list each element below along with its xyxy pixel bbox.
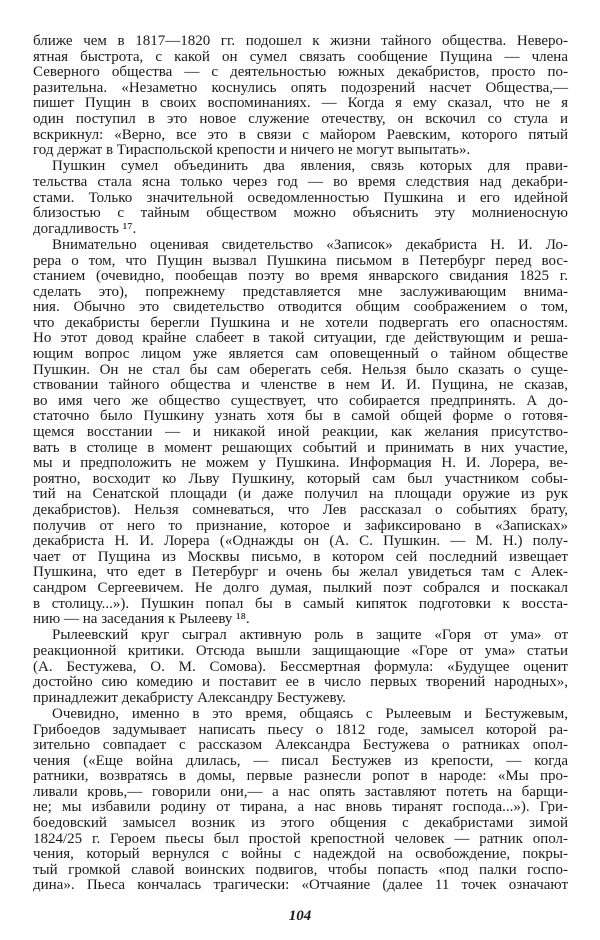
text-line: ливали кровь,— говорили они,— а нас опять заставляют потеть на барщи-	[33, 783, 568, 800]
text-line: чает от Пущина из Москвы письмо, в котором сей последний извещает	[33, 548, 568, 565]
text-line: пишет Пущин в своих воспоминаниях. — Когда я ему сказал, что не я	[33, 95, 568, 112]
text-line: вскрикнул: «Верно, все это в связи с майором Раевским, которого пятый	[33, 126, 568, 143]
text-line: роятно, восходит ко Льву Пушкину, который сам был участником собы-	[33, 470, 568, 487]
text-line: Внимательно оценивая свидетельство «Записок» декабриста Н. И. Ло-	[52, 236, 568, 253]
text-line: 1824/25 г. Героем пьесы был простой крепостной человек — ратник опол-	[33, 830, 568, 847]
text-line: ющим вопрос лицом уже является сам оповещенный о тайном обществе	[33, 346, 568, 363]
text-line: не; мы избавили родину от тирана, а нас вновь тиранят господа...»). Гри-	[33, 799, 568, 816]
text-line: близостью с тайным обществом можно объяснить эту молниеносную	[33, 205, 568, 222]
text-line: год держат в Тираспольской крепости и ничего не могут выпытать».	[33, 142, 471, 159]
text-line: во имя чего же общество существует, что собирается предпринять. А до-	[33, 392, 568, 409]
text-line: вать в столице в момент решающих событий и принимать в них участие,	[33, 439, 568, 456]
text-line: Рылеевский круг сыграл активную роль в защите «Горя от ума» от	[52, 627, 568, 644]
text-line: Грибоедов задумывает написать пьесу о 1812 годе, замысел которой ра-	[33, 721, 568, 738]
text-line: принадлежит декабристу Александру Бестужеву.	[33, 689, 346, 706]
text-line: получив от него то признание, которое и зафиксировано в «Записках»	[33, 517, 568, 534]
text-line: боедовский замысел возник из этого общения с декабристами зимой	[33, 815, 568, 832]
text-line: декабристов). Нельзя сомневаться, что Лев рассказал о событиях брату,	[33, 502, 568, 518]
text-line: статочно было Пушкину узнать хотя бы в самой общей форме о готовя-	[33, 408, 568, 425]
text-line: чения, который вернулся с войны с надеждой на освобождение, покры-	[33, 846, 568, 863]
text-line: Очевидно, именно в это время, общаясь с Рылеевым и Бестужевым,	[52, 705, 568, 722]
text-line: ятная быстрота, с какой он сумел связать сообщение Пущина — члена	[33, 48, 568, 65]
text-line: в столицу...»). Пушкин попал бы в самый кипяток подготовки к восста-	[33, 595, 568, 612]
text-line: дина». Пьеса кончалась трагически: «Отчаяние (далее 11 точек означают	[33, 877, 568, 894]
text-line: реакционной критики. Отсюда вышли защищающие «Горе от ума» статьи	[33, 642, 568, 659]
text-line: Но этот довод крайне слабеет в такой ситуации, где действующим и реша-	[33, 330, 568, 347]
page-body-text	[33, 34, 568, 895]
text-line: один поступил в это новое служение отечеству, он вскочил со стула и	[33, 110, 568, 127]
text-line: декабриста Н. И. Лорера («Однажды он (А. С. Пушкин. — М. Н.) полу-	[33, 533, 568, 550]
text-line: нию — на заседания к Рылееву ¹⁸.	[33, 611, 250, 628]
text-line: ближе чем в 1817—1820 гг. подошел к жизни тайного общества. Неверо-	[33, 33, 568, 49]
text-line: щемся восстании — и никакой иной реакции, как желания присутство-	[33, 424, 568, 441]
text-line: тельства стала ясна только через год — во время следствия над декабри-	[33, 173, 568, 190]
paragraph	[33, 238, 568, 628]
text-line: Пушкина, что едет в Петербург и очень бы желал увидеться там с Алек-	[33, 564, 568, 581]
paragraph	[33, 707, 568, 894]
paragraph	[33, 34, 568, 159]
text-line: сандром Сергеевичем. Не долго думая, пылкий поэт собрался и поскакал	[33, 579, 568, 596]
text-line: мы и предположить не можем у Пушкина. Информация Н. И. Лорера, ве-	[33, 455, 568, 472]
text-line: тый громкой славой воинских подвигов, чтобы попасть «под палки госпо-	[33, 861, 568, 878]
text-line: (А. Бестужева, О. М. Сомова). Бессмертная формула: «Будущее оценит	[33, 658, 568, 675]
text-line: Пушкин сумел объединить два явления, связь которых для прави-	[52, 158, 568, 175]
text-line: ствовании тайного общества и членстве в нем И. И. Пущина, не сказав,	[33, 377, 568, 394]
text-line: ния. Обычно это свидетельство отводится общим соображением о том,	[33, 299, 568, 316]
page-number: 104	[288, 908, 312, 924]
text-line: разительна. «Незаметно коснулись опять подозрений насчет Общества,—	[33, 79, 568, 96]
text-line: сделать это), попрежнему представляется мне заслуживающим внима-	[33, 283, 568, 300]
text-line: достойно сию комедию и поставит ее в число первых творений народных»,	[33, 674, 568, 691]
text-line: что декабристы берегли Пушкина и не хотели подвергать его опасностям.	[33, 314, 568, 331]
paragraph	[33, 628, 568, 706]
text-line: догадливость ¹⁷.	[33, 220, 137, 237]
text-line: стами. Только значительной осведомленностью Пушкина и его идейной	[33, 189, 568, 206]
text-line: тий на Сенатской площади (и даже получил на площади оружие из рук	[33, 486, 568, 503]
text-line: Пушкин. Он не стал бы сам оберегать себя. Нельзя было сказать о суще-	[33, 361, 568, 378]
text-line: рера о том, что Пущин вызвал Пушкина письмом в Петербург перед вос-	[33, 252, 568, 269]
paragraph	[33, 159, 568, 237]
text-line: зительно совпадает с рассказом Александра Бестужева о ратниках опол-	[33, 737, 568, 754]
text-line: Северного общества — с деятельностью южных декабристов, просто по-	[33, 64, 568, 81]
text-line: чения («Еще война длилась, — писал Бестужев из крепости, — когда	[33, 752, 568, 769]
text-line: станием (очевидно, пообещав поэту во время январского свидания 1825 г.	[33, 268, 568, 285]
text-line: ратники, возвратясь в домы, первые разнесли ропот в народе: «Мы про-	[33, 768, 568, 785]
